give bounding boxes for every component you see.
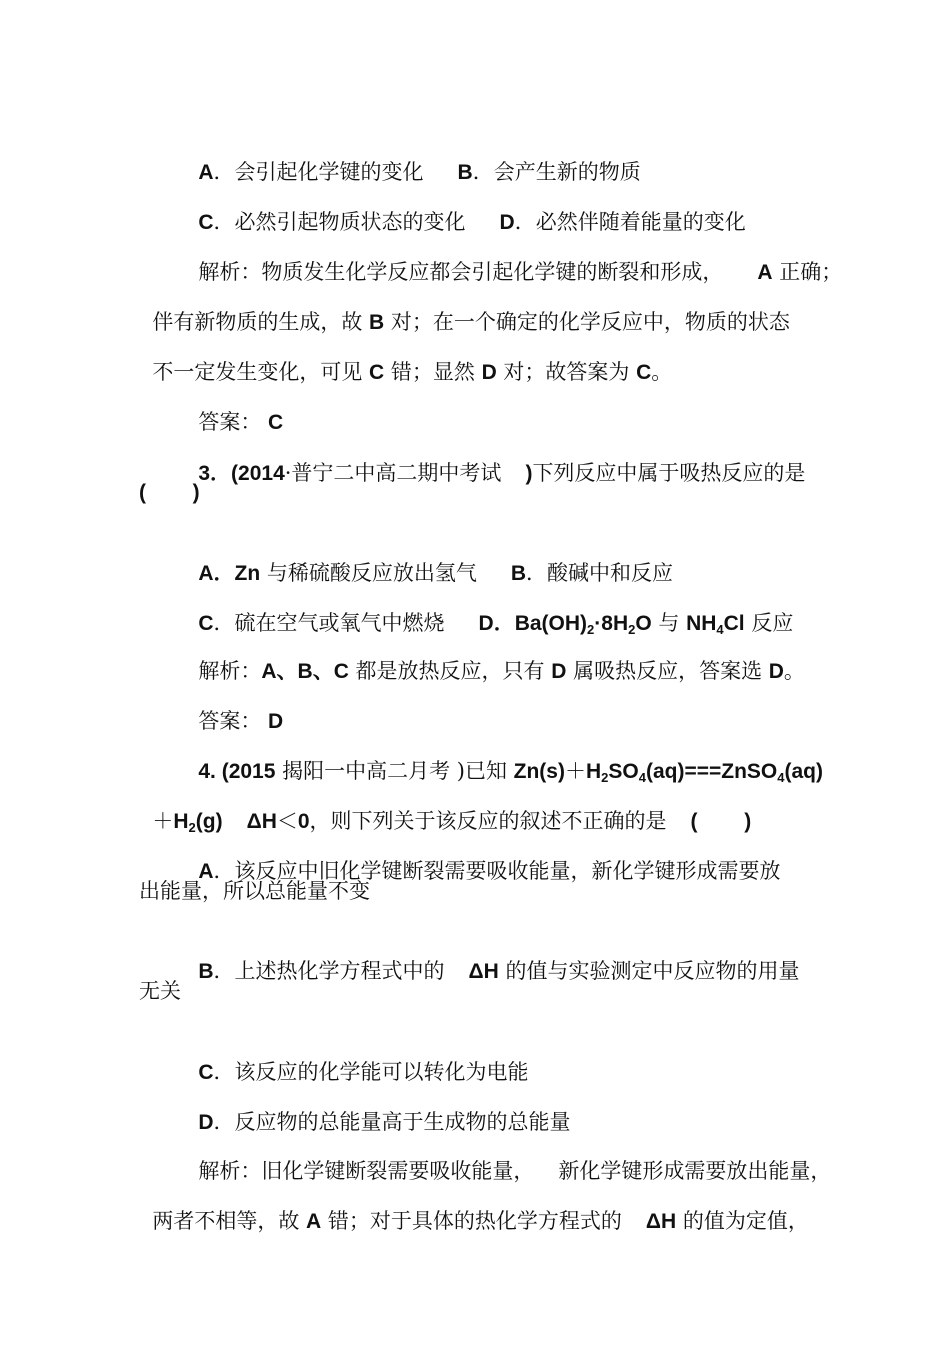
answer-label: 答案： bbox=[198, 410, 262, 434]
option-b-label: B bbox=[510, 562, 527, 585]
analysis-text: 解析：旧化学键断裂需要吸收能量， bbox=[198, 1159, 535, 1183]
option-b-text: 的值与实验测定中反应物的用量 bbox=[498, 959, 800, 983]
delta-h: ΔH bbox=[468, 960, 499, 983]
option-b-label: B bbox=[457, 161, 473, 184]
equation: $H_2(g)$ bbox=[173, 810, 223, 835]
option-c-label: C bbox=[198, 1061, 214, 1084]
answer-label: 答案： bbox=[198, 709, 262, 733]
option-c-text: ．硫在空气或氧气中燃烧 bbox=[213, 611, 445, 635]
option-d-text: ．反应物的总能量高于生成物的总能量 bbox=[213, 1110, 571, 1134]
zero: 0 bbox=[297, 810, 310, 833]
q3-answer-blank: ( ) bbox=[139, 481, 200, 504]
question-paren: ) bbox=[525, 462, 533, 485]
analysis-text: 对；故答案为 bbox=[496, 360, 637, 384]
analysis-choice: D bbox=[768, 660, 784, 683]
analysis-choice: A、B、C bbox=[261, 660, 349, 683]
option-d-text: 反应 bbox=[744, 611, 794, 635]
answer-value: C bbox=[268, 411, 284, 434]
analysis-choice: D bbox=[481, 361, 497, 384]
option-d-text: 与 bbox=[651, 611, 687, 635]
analysis-choice: B bbox=[369, 311, 385, 334]
question-number: 3．(2014 bbox=[198, 462, 285, 485]
delta-h: ΔH bbox=[246, 810, 277, 833]
option-a-label: A bbox=[198, 161, 214, 184]
q4-option-b-line-2: 无关 bbox=[139, 979, 181, 1003]
equation: $Zn(s)+H_2SO_4(aq)===ZnSO_4(aq)$ bbox=[513, 760, 823, 785]
option-d-formula: ．$Ba(OH)_2\cdot 8H_2O$ bbox=[493, 612, 652, 637]
analysis-text: 两者不相等，故 bbox=[152, 1209, 307, 1233]
analysis-text: 属吸热反应，答案选 bbox=[566, 659, 769, 683]
answer-blank: ( ) bbox=[690, 810, 752, 833]
option-d-label: D bbox=[198, 1111, 214, 1134]
analysis-text: 伴有新物质的生成，故 bbox=[152, 310, 370, 334]
option-a-label: A bbox=[198, 860, 214, 883]
analysis-text: 正确； bbox=[772, 260, 843, 284]
analysis-text: 都是放热反应，只有 bbox=[348, 659, 552, 683]
option-d-label: D bbox=[499, 211, 515, 234]
question-source: ·普宁二中高二期中考试 bbox=[284, 461, 502, 485]
analysis-choice: C bbox=[636, 361, 652, 384]
question-stem: )已知 bbox=[456, 759, 514, 783]
option-c-text: ．该反应的化学能可以转化为电能 bbox=[213, 1060, 529, 1084]
question-source: 揭阳一中高二月考 bbox=[275, 759, 457, 783]
analysis-text: 的值为定值， bbox=[676, 1209, 809, 1233]
analysis-choice: A bbox=[306, 1210, 322, 1233]
q4-analysis-line-2 bbox=[139, 1176, 809, 1237]
option-a-text: 与稀硫酸反应放出氢气 bbox=[260, 561, 477, 585]
delta-h: ΔH bbox=[645, 1210, 677, 1233]
less-than: ＜ bbox=[276, 809, 298, 833]
question-stem: 下列反应中属于吸热反应的是 bbox=[532, 461, 806, 485]
analysis-text: 解析：物质发生化学反应都会引起化学键的断裂和形成， bbox=[198, 260, 724, 284]
analysis-choice: D bbox=[551, 660, 567, 683]
analysis-text: 新化学键形成需要放出能量， bbox=[558, 1159, 832, 1183]
option-d-text: ．必然伴随着能量的变化 bbox=[514, 210, 746, 234]
analysis-text: 。 bbox=[651, 360, 673, 384]
analysis-text: 解析： bbox=[198, 659, 262, 683]
option-a-label: A bbox=[198, 562, 214, 585]
option-a-text: ．该反应中旧化学键断裂需要吸收能量，新化学键形成需要放 bbox=[213, 859, 781, 883]
option-b-text: ．上述热化学方程式中的 bbox=[213, 959, 445, 983]
option-d-formula-2: $NH_4Cl$ bbox=[686, 612, 745, 637]
analysis-choice: A bbox=[757, 261, 773, 284]
analysis-text: 对；在一个确定的化学反应中，物质的状态 bbox=[384, 310, 790, 334]
option-a-text: ．会引起化学键的变化 bbox=[213, 160, 424, 184]
question-stem: ，则下列关于该反应的叙述不正确的是 bbox=[309, 809, 667, 833]
option-c-label: C bbox=[198, 612, 214, 635]
q4-option-b-line-1 bbox=[185, 926, 799, 987]
option-c-text: ．必然引起物质状态的变化 bbox=[213, 210, 466, 234]
option-c-label: C bbox=[198, 211, 214, 234]
analysis-text: 错；对于具体的热化学方程式的 bbox=[321, 1209, 622, 1233]
option-b-label: B bbox=[198, 960, 214, 983]
analysis-choice: C bbox=[369, 361, 385, 384]
analysis-text: 错；显然 bbox=[384, 360, 482, 384]
q3-stem bbox=[185, 428, 805, 489]
option-d-label: D bbox=[478, 612, 494, 635]
answer-value: D bbox=[268, 710, 284, 733]
option-b-text: ．会产生新的物质 bbox=[472, 160, 641, 184]
analysis-text: 。 bbox=[783, 659, 805, 683]
equation-plus: ＋ bbox=[152, 809, 174, 833]
option-b-text: ．酸碱中和反应 bbox=[526, 561, 674, 585]
option-a-formula: ．Zn bbox=[213, 562, 261, 585]
analysis-text: 不一定发生变化，可见 bbox=[152, 360, 370, 384]
q4-option-a-line-2: 出能量，所以总能量不变 bbox=[139, 879, 370, 903]
question-number: 4. (2015 bbox=[198, 760, 276, 783]
